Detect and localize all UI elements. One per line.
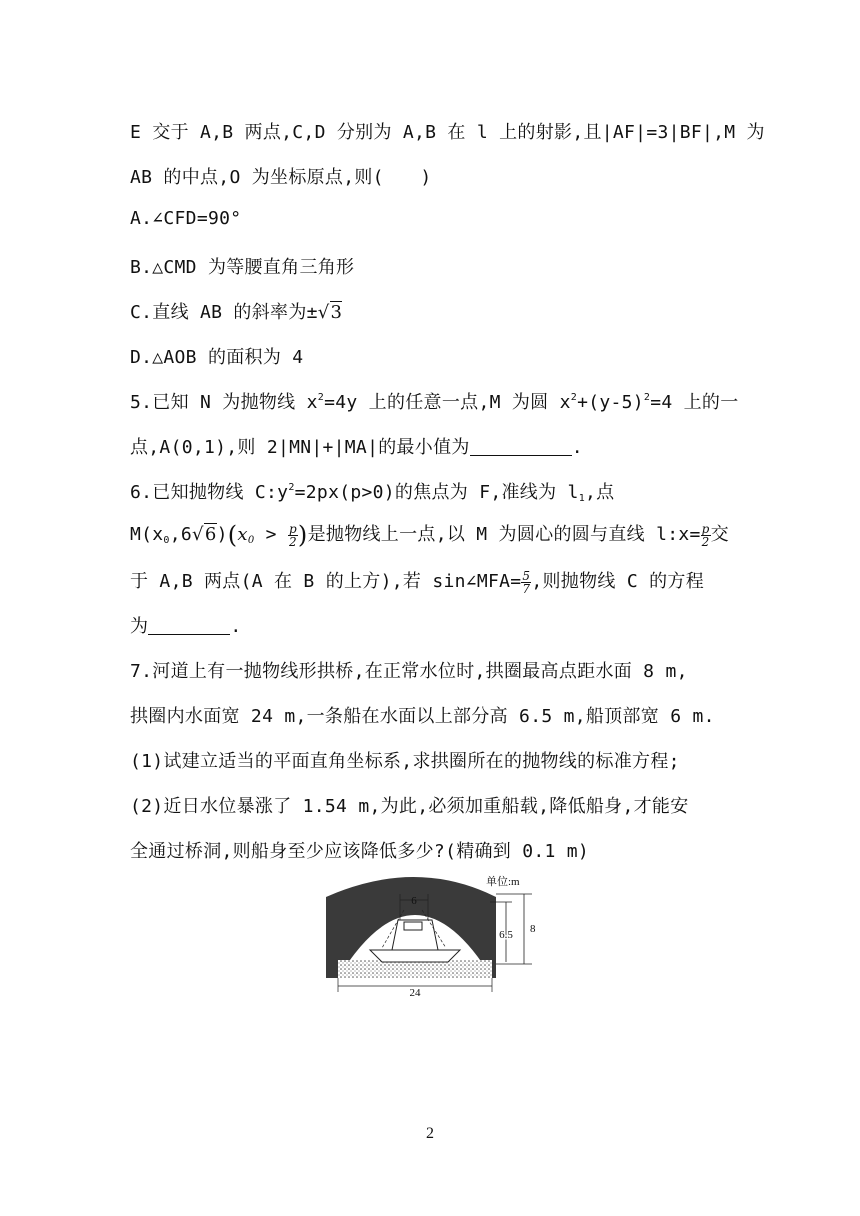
unit-label: 单位:m [486,876,520,888]
question-7-line-3: (1)试建立适当的平面直角坐标系,求拱圈所在的抛物线的标准方程; [130,751,680,772]
option-a: A.∠CFD=90° [130,208,242,229]
question-6-line-4: 为 . [130,616,242,637]
arch-height-label: 8 [530,923,536,935]
answer-blank [470,437,572,456]
question-6-line-2: $M(x_0,6√6)(x_0$ > $\frac{p}{2}$ )是抛物线上一点,以 M 为圆心的圆与直线 l:x= $\frac{p}{2}$ 交 [130,521,729,549]
answer-blank [148,616,230,635]
arch-bridge-figure [320,872,550,1002]
fraction: $\frac{5}{7}$ [522,568,531,596]
question-5-line-1: 5.已知 N 为抛物线 $x^2=4y$ 上的任意一点,M 为圆 $x^2+(y-5)^2=4$ 上的一 [130,392,739,413]
question-5-line-2: 点,A(0,1),则 2|MN|+|MA|的最小值为 . [130,437,583,458]
option-c: C.直线 AB 的斜率为±√3 [130,302,343,323]
fraction: $\frac{p}{2}$ [288,521,297,549]
question-7-line-1: 7.河道上有一抛物线形拱桥,在正常水位时,拱圈最高点距水面 8 m, [130,661,688,682]
boat-top [404,922,422,930]
option-b: B.△CMD 为等腰直角三角形 [130,257,355,278]
question-6-line-1: 6.已知抛物线 $C:y^2=2px(p>0)$的焦点为 F,准线为 $l_1$,点 [130,482,615,504]
text-line-2: AB 的中点,O 为坐标原点,则( ) [130,167,432,188]
question-7-line-4: (2)近日水位暴涨了 1.54 m,为此,必须加重船载,降低船身,才能安 [130,796,689,817]
question-7-line-5: 全通过桥洞,则船身至少应该降低多少?(精确到 0.1 m) [130,841,590,862]
boat-hull [370,950,460,962]
question-7-line-2: 拱圈内水面宽 24 m,一条船在水面以上部分高 6.5 m,船顶部宽 6 m. [130,706,715,727]
boat-height-label: 6.5 [499,929,513,941]
page-number: 2 [426,1125,434,1142]
top-width-label: 6 [411,895,417,907]
fraction: $\frac{p}{2}$ [701,521,710,549]
question-6-line-3: 于 A,B 两点(A 在 B 的上方),若 sin∠MFA= $\frac{5}{7}$ ,则抛物线 C 的方程 [130,568,705,596]
text-line-1: E 交于 A,B 两点,C,D 分别为 A,B 在 l 上的射影,且|AF|=3|BF|,M 为 [130,122,765,143]
water-width-label: 24 [409,987,421,999]
option-d: D.△AOB 的面积为 4 [130,347,304,368]
water-surface [338,960,492,978]
